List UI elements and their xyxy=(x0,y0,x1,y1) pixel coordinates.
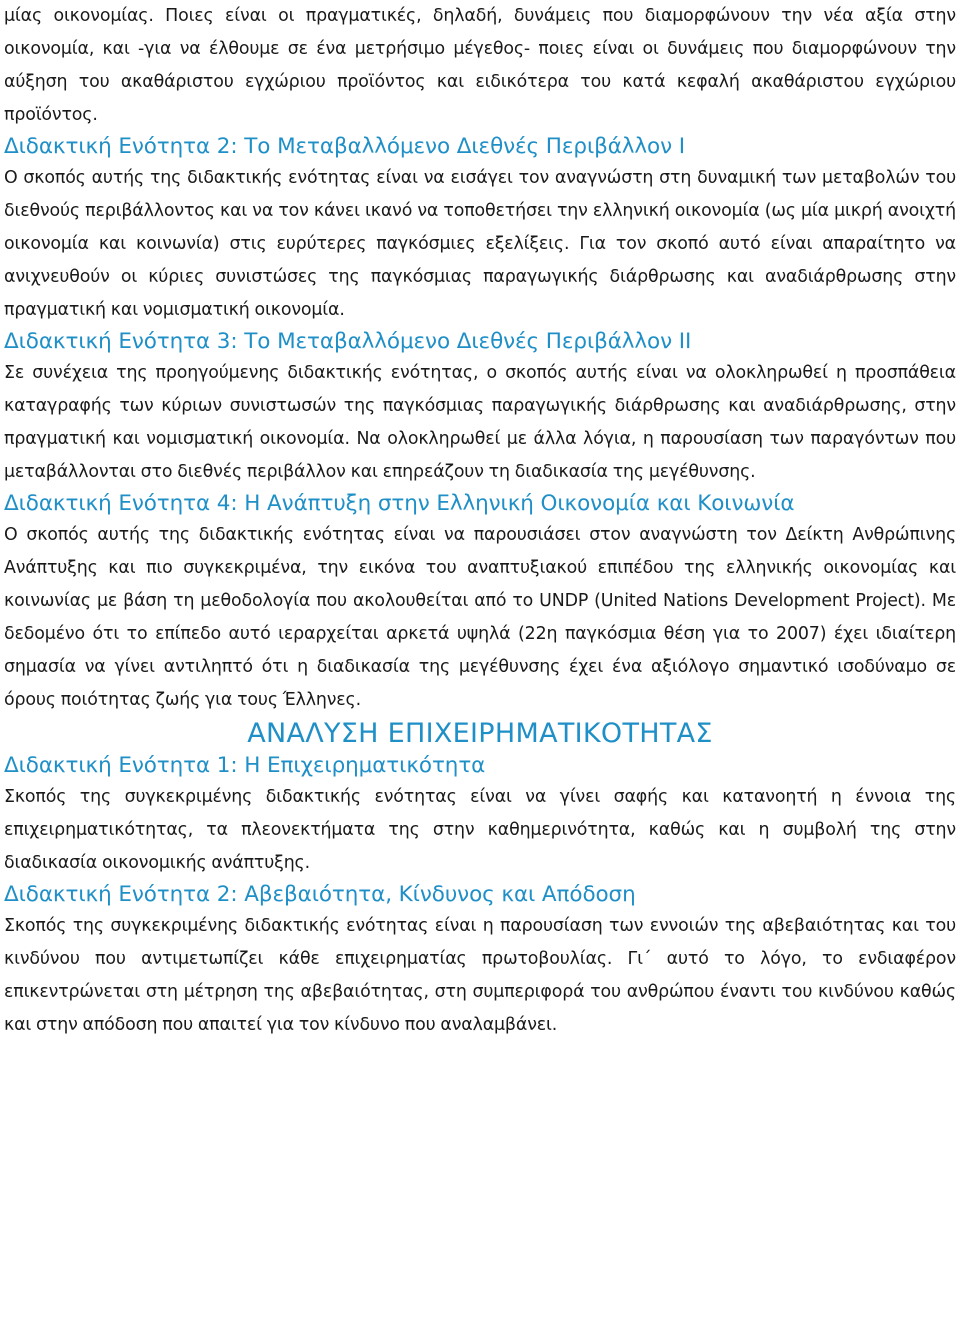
unit-2-text: Ο σκοπός αυτής της διδακτικής ενότητας είναι να εισάγει τον αναγνώστη στη δυναμική των μεταβολών του διεθνούς περιβάλλοντος και να τον κάνει ικανό να τοποθετήσει την ελληνική οικονομία (ως μία μικρή ανοιχτή οικονομία και κοινωνία) στις ευρύτερες παγκόσμιες εξελίξεις. Για τον σκοπό αυτό είναι απαραίτητο να ανιχνευθούν οι κύριες συνιστώσες της παγκόσμιας παραγωγικής διάρθρωσης και αναδιάρθρωσης στην πραγματική και νομισματική οικονομία. xyxy=(4,168,956,320)
intro-paragraph: μίας οικονομίας. Ποιες είναι οι πραγματικές, δηλαδή, δυνάμεις που διαμορφώνουν την νέα αξία στην οικονομία, και -για να έλθουμε σε ένα μετρήσιμο μέγεθος- ποιες είναι οι δυνάμεις που διαμορφώνουν την αύξηση του ακαθάριστου εγχώριου προϊόντος και ειδικότερα του κατά κεφαλή ακαθάριστου εγχώριου προϊόντος. xyxy=(4,6,956,125)
b-unit-2-text: Σκοπός της συγκεκριμένης διδακτικής ενότητας είναι η παρουσίαση των εννοιών της αβεβαιότητας και του κινδύνου που αντιμετωπίζει κάθε επιχειρηματίας πρωτοβουλίας. Γι΄ αυτό το λόγο, το ενδιαφέρον επικεντρώνεται στη μέτρηση της αβεβαιότητας, στη συμπεριφορά του ανθρώπου έναντι του κινδύνου καθώς και στην απόδοση που απαιτεί για τον κίνδυνο που αναλαμβάνει. xyxy=(4,916,956,1035)
unit-4-text: Ο σκοπός αυτής της διδακτικής ενότητας είναι να παρουσιάσει στον αναγνώστη τον Δείκτη Ανθρώπινης Ανάπτυξης και πιο συγκεκριμένα, την εικόνα του αναπτυξιακού επιπέδου της ελληνικής οικονομίας και κοινωνίας με βάση τη μεθοδολογία που ακολουθείται από το UNDP (United Nations Development Project). Με δεδομένο ότι το επίπεδο αυτό ιεραρχείται αρκετά υψηλά (22η παγκόσμια θέση για το 2007) έχει ιδιαίτερη σημασία να γίνει αντιληπτό ότι η διαδικασία της μεγέθυνσης έχει ένα αξιόλογο σημαντικό ισοδύναμο σε όρους ποιότητας ζωής για τους Έλληνες. xyxy=(4,525,956,710)
section-b-unit-1 xyxy=(4,751,956,880)
section-unit-3 xyxy=(4,327,956,489)
section-b-unit-2 xyxy=(4,880,956,1042)
part-title-business-analysis: ΑΝΑΛΥΣΗ ΕΠΙΧΕΙΡΗΜΑΤΙΚΟΤΗΤΑΣ xyxy=(247,718,713,749)
section-unit-2 xyxy=(4,132,956,327)
b-unit-2-heading: Διδακτική Ενότητα 2: Αβεβαιότητα, Κίνδυνος και Απόδοση xyxy=(4,882,636,907)
unit-2-heading: Διδακτική Ενότητα 2: Το Μεταβαλλόμενο Διεθνές Περιβάλλον Ι xyxy=(4,134,685,159)
section-unit-4 xyxy=(4,489,956,717)
b-unit-1-heading: Διδακτική Ενότητα 1: Η Επιχειρηματικότητα xyxy=(4,753,486,778)
unit-4-heading: Διδακτική Ενότητα 4: Η Ανάπτυξη στην Ελληνική Οικονομία και Κοινωνία xyxy=(4,491,795,516)
unit-3-text: Σε συνέχεια της προηγούμενης διδακτικής ενότητας, ο σκοπός αυτής είναι να ολοκληρωθεί η προσπάθεια καταγραφής των κύριων συνιστωσών της παγκόσμιας παραγωγικής διάρθρωσης και αναδιάρθρωσης, στην πραγματική και νομισματική οικονομία. Να ολοκληρωθεί με άλλα λόγια, η παρουσίαση των παραγόντων που μεταβάλλονται στο διεθνές περιβάλλον και επηρεάζουν τη διαδικασία της μεγέθυνσης. xyxy=(4,363,956,482)
b-unit-1-text: Σκοπός της συγκεκριμένης διδακτικής ενότητας είναι να γίνει σαφής και κατανοητή η έννοια της επιχειρηματικότητας, τα πλεονεκτήματα της στην καθημερινότητα, καθώς και η συμβολή της στην διαδικασία οικονομικής ανάπτυξης. xyxy=(4,787,956,873)
unit-3-heading: Διδακτική Ενότητα 3: Το Μεταβαλλόμενο Διεθνές Περιβάλλον ΙΙ xyxy=(4,329,692,354)
